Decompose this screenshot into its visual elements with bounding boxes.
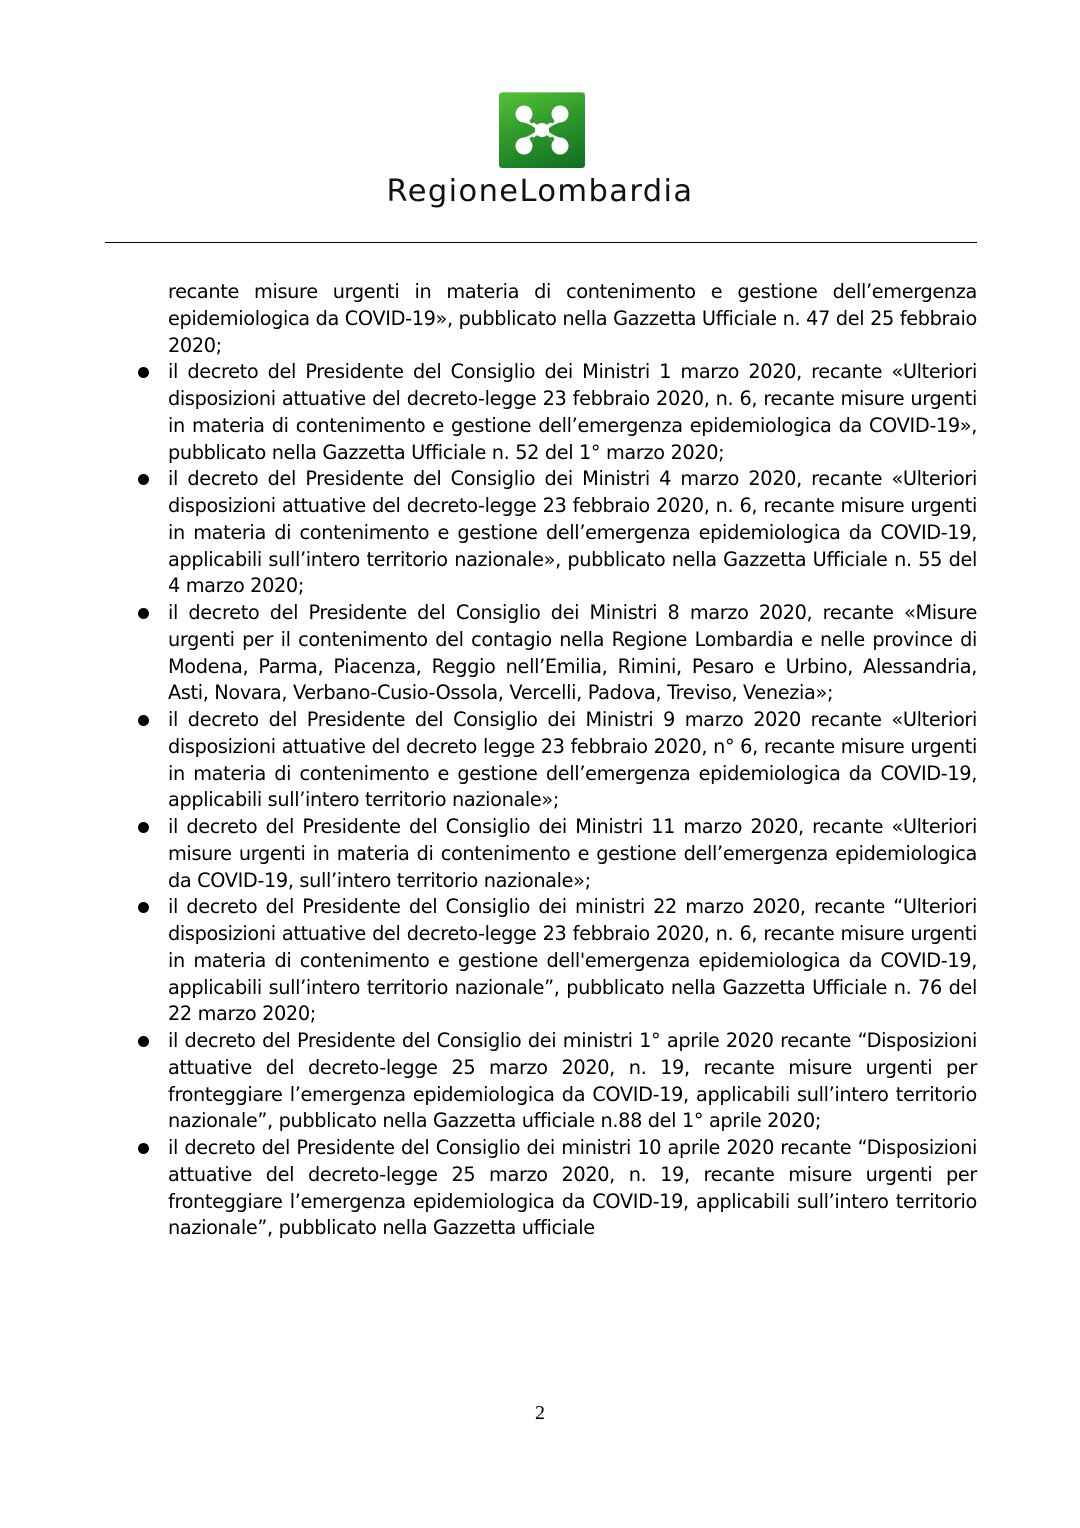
bullet-icon xyxy=(138,1143,149,1154)
bullet-icon xyxy=(138,367,149,378)
bullet-list-item xyxy=(168,1028,977,1135)
bullet-icon xyxy=(138,902,149,913)
regione-lombardia-logo xyxy=(499,92,585,168)
page-number: 2 xyxy=(535,1402,545,1424)
continuation-paragraph xyxy=(168,279,977,359)
paragraph-text: recante misure urgenti in materia di contenimento e gestione dell’emergenza epidemiologica da COVID-19», pubblicato nella Gazzetta Ufficiale n. 47 del 25 febbraio 2020; xyxy=(168,280,977,357)
paragraph-text: il decreto del Presidente del Consiglio dei Ministri 8 marzo 2020, recante «Misure urgenti per il contenimento del contagio nella Regione Lombardia e nelle province di Modena, Parma, Piacenza, Reggio nell’Emilia, Rimini, Pesaro e Urbino, Alessandria, Asti, Novara, Verbano-Cusio-Ossola, Vercelli, Padova, Treviso, Venezia»; xyxy=(168,601,977,705)
bullet-icon xyxy=(138,474,149,485)
bullet-list-item xyxy=(168,600,977,707)
bullet-icon xyxy=(138,715,149,726)
paragraph-text: il decreto del Presidente del Consiglio dei ministri 1° aprile 2020 recante “Disposizioni attuative del decreto-legge 25 marzo 2020, n. 19, recante misure urgenti per fronteggiare l’emergenza epidemiologica da COVID-19, applicabili sull’intero territorio nazionale”, pubblicato nella Gazzetta ufficiale n.88 del 1° aprile 2020; xyxy=(168,1029,977,1133)
paragraph-text: il decreto del Presidente del Consiglio dei Ministri 11 marzo 2020, recante «Ulteriori misure urgenti in materia di contenimento e gestione dell’emergenza epidemiologica da COVID-19, sull’intero territorio nazionale»; xyxy=(168,815,977,892)
bullet-list-item xyxy=(168,894,977,1028)
document-body xyxy=(168,279,977,1242)
header-divider xyxy=(105,242,977,243)
bullet-list-item xyxy=(168,466,977,600)
bullet-list-item xyxy=(168,359,977,466)
bullet-icon xyxy=(138,1036,149,1047)
paragraph-text: il decreto del Presidente del Consiglio dei ministri 10 aprile 2020 recante “Disposizioni attuative del decreto-legge 25 marzo 2020, n. 19, recante misure urgenti per fronteggiare l’emergenza epidemiologica da COVID-19, applicabili sull’intero territorio nazionale”, pubblicato nella Gazzetta ufficiale xyxy=(168,1136,977,1240)
paragraph-text: il decreto del Presidente del Consiglio dei Ministri 9 marzo 2020 recante «Ulteriori disposizioni attuative del decreto legge 23 febbraio 2020, n° 6, recante misure urgenti in materia di contenimento e gestione dell’emergenza epidemiologica da COVID-19, applicabili sull’intero territorio nazionale»; xyxy=(168,708,977,812)
bullet-icon xyxy=(138,822,149,833)
rosa-camuna-icon xyxy=(499,92,585,168)
brand-name: RegioneLombardia xyxy=(386,174,694,209)
paragraph-text: il decreto del Presidente del Consiglio dei Ministri 4 marzo 2020, recante «Ulteriori disposizioni attuative del decreto-legge 23 febbraio 2020, n. 6, recante misure urgenti in materia di contenimento e gestione dell’emergenza epidemiologica da COVID-19, applicabili sull’intero territorio nazionale», pubblicato nella Gazzetta Ufficiale n. 55 del 4 marzo 2020; xyxy=(168,467,977,598)
bullet-list-item xyxy=(168,814,977,894)
bullet-list-item xyxy=(168,707,977,814)
bullet-icon xyxy=(138,608,149,619)
paragraph-text: il decreto del Presidente del Consiglio dei Ministri 1 marzo 2020, recante «Ulteriori disposizioni attuative del decreto-legge 23 febbraio 2020, n. 6, recante misure urgenti in materia di contenimento e gestione dell’emergenza epidemiologica da COVID-19», pubblicato nella Gazzetta Ufficiale n. 52 del 1° marzo 2020; xyxy=(168,360,977,464)
paragraph-text: il decreto del Presidente del Consiglio dei ministri 22 marzo 2020, recante “Ulteriori disposizioni attuative del decreto-legge 23 febbraio 2020, n. 6, recante misure urgenti in materia di contenimento e gestione dell'emergenza epidemiologica da COVID-19, applicabili sull’intero territorio nazionale”, pubblicato nella Gazzetta Ufficiale n. 76 del 22 marzo 2020; xyxy=(168,895,977,1026)
bullet-list-item xyxy=(168,1135,977,1242)
